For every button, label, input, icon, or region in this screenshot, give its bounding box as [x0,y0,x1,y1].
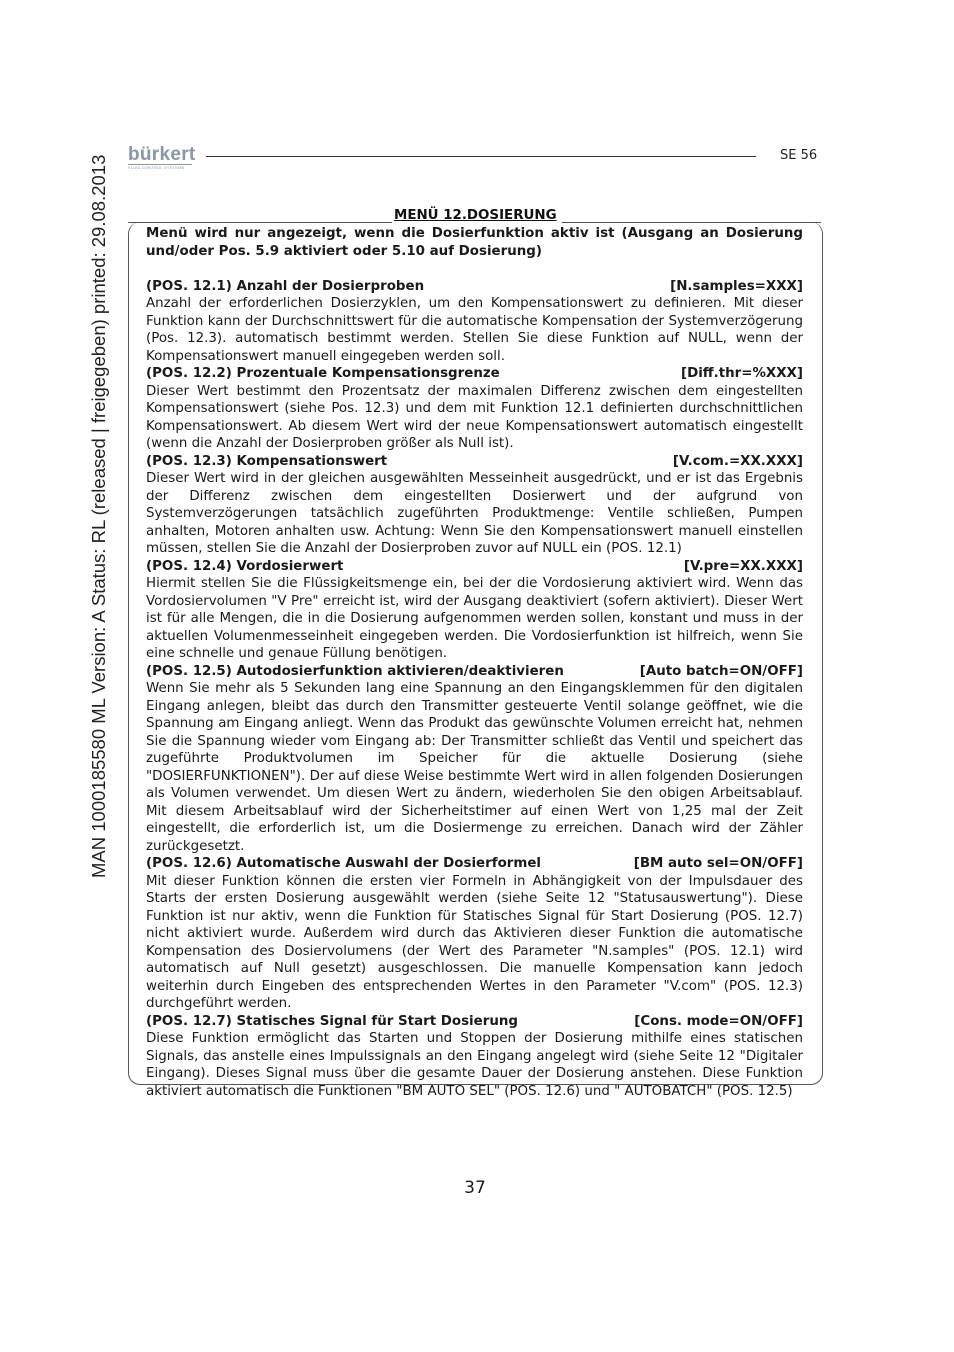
item-description: Anzahl der erforderlichen Dosierzyklen, um den Kompensationswert zu definieren. Mit dieser Funktion kann der Durchschnittswert für die automatische Kompensation der Systemverzögerung (Pos. 12.3). automatisch bestimmt werden. Stellen Sie diese Funktion auf NULL, wenn der Kompensationswert manuell eingegeben werden soll. [146,296,803,364]
document-status-vertical-text: MAN 1000185580 ML Version: A Status: RL (released | freigegeben) printed: 29.08.2013 [88,154,109,878]
page-number: 37 [464,1178,486,1198]
menu-frame-top-right [562,222,821,223]
menu-item-12-5 [146,663,803,856]
item-title: (POS. 12.4) Vordosierwert [146,558,344,574]
menu-item-12-2 [146,365,803,453]
item-title: (POS. 12.6) Automatische Auswahl der Dosierformel [146,856,541,871]
item-description: Diese Funktion ermöglicht das Starten und Stoppen der Dosierung mithilfe eines statischen Signals, das anstelle eines Impulssignals an den Eingang angelegt wird (siehe Seite 12 "Digitaler Eingang). Dieses Signal muss über die gesamte Dauer der Dosierung anstehen. Diese Funktion aktiviert automatisch die Funktionen "BM AUTO SEL" (POS. 12.6) und " AUTOBATCH" (POS. 12.5) [146,1031,803,1099]
menu-title-text: MENÜ 12.DOSIERUNG [394,208,557,223]
item-description: Dieser Wert wird in der gleichen ausgewählten Messeinheit ausgedrückt, und er ist das Ergebnis der Differenz zwischen dem eingestellten Dosierwert und der aufgrund von Systemverzögerungen tatsächlich zugeführten Produktmenge: Ventile schließen, Pumpen anhalten, Motoren anhalten usw. Achtung: Wenn Sie den Kompensationswert manuell einstellen müssen, stellen Sie die Anzahl der Dosierproben zuvor auf NULL ein (POS. 12.1) [146,471,803,556]
item-code: [V.com.=XX.XXX] [672,453,803,469]
menu-item-12-1 [146,278,803,366]
item-description: Hiermit stellen Sie die Flüssigkeitsmenge ein, bei der die Vordosierung aktiviert wird. Wenn das Vordosiervolumen "V Pre" erreicht ist, wird der Ausgang deaktiviert (sofern aktiviert). Dieser Wert ist für alle Mengen, die in die Dosierung aufgenommen werden sollen, konstant und muss in der aktuellen Volumenmesseinheit eingegeben werden. Die Vordosierfunktion ist hilfreich, wenn Sie eine schnelle und genaue Füllung benötigen. [146,576,803,661]
item-title: (POS. 12.3) Kompensationswert [146,453,388,469]
item-heading [146,453,803,471]
item-title: (POS. 12.2) Prozentuale Kompensationsgrenze [146,366,500,381]
header-divider [206,156,756,157]
item-heading [146,558,803,576]
item-title: (POS. 12.1) Anzahl der Dosierproben [146,278,425,294]
page-code: SE 56 [780,148,818,163]
item-code: [Auto batch=ON/OFF] [639,663,803,679]
item-heading [146,278,803,296]
burkert-logo [128,146,196,176]
item-description: Mit dieser Funktion können die ersten vier Formeln in Abhängigkeit von der Impulsdauer des Starts der ersten Dosierung ausgewählt werden (siehe Seite 12 "Statusauswertung"). Diese Funktion ist nur aktiv, wenn die Funktion für Statisches Signal für Start Dosierung (POS. 12.7) nicht aktiviert wurde. Außerdem wird durch das Aktivieren dieser Funktion die automatische Kompensation des Dosiervolumens (der Wert des Parameter "N.samples" (POS. 12.1) wird automatisch auf Null gesetzt) ausgeschlossen. Die manuelle Kompensation kann jedoch weiterhin durch Eingeben des entsprechenden Wertes in den Parameter "V.com" (POS. 12.3) durchgeführt werden. [146,873,803,1011]
item-code: [Diff.thr=%XXX] [680,366,803,381]
item-code: [N.samples=XXX] [670,278,803,294]
item-description: Dieser Wert bestimmt den Prozentsatz der maximalen Differenz zwischen dem eingestellten Kompensationswert (siehe Pos. 12.3) und dem mit Funktion 12.1 definierten durchschnittlichen Kompensationswert. Ab diesem Wert wird der neue Kompensationswert automatisch eingestellt (wenn die Anzahl der Dosierproben größer als Null ist). [146,383,803,451]
menu-intro: Menü wird nur angezeigt, wenn die Dosierfunktion aktiv ist (Ausgang an Dosierung und/oder Pos. 5.9 aktiviert oder 5.10 auf Dosierung) [146,226,803,259]
menu-frame-top-left [128,222,392,223]
menu-content [146,225,803,1100]
item-description: Wenn Sie mehr als 5 Sekunden lang eine Spannung an den Eingangsklemmen für den digitalen Eingang anlegen, bleibt das durch den Transmitter gesteuerte Ventil solange geöffnet, wie die Spannung am Eingang anliegt. Wenn das Produkt das gewünschte Volumen erreicht hat, nehmen Sie die Spannung wieder vom Eingang ab: Der Transmitter schließt das Ventil und speichert das zugeführte Produktvolumen im Speicher für die aktuelle Dosierung (siehe "DOSIERFUNKTIONEN"). Der auf diese Weise bestimmte Wert wird in allen folgenden Dosierungen als Volumen verwendet. Um diesen Wert zu ändern, wiederholen Sie den obigen Arbeitsablauf. Mit diesem Arbeitsablauf wird der Sicherheitstimer auf einen Wert von 1,25 mal der Zeit eingestellt, die erforderlich ist, um die Dosiermenge zu erreichen. Danach wird der Zähler zurückgesetzt. [146,681,803,854]
item-code: [BM auto sel=ON/OFF] [633,856,803,871]
logo-wordmark: bürkert [128,144,196,165]
menu-item-12-3 [146,453,803,558]
item-title: (POS. 12.5) Autodosierfunktion aktivieren/deaktivieren [146,663,564,679]
item-code: [Cons. mode=ON/OFF] [634,1013,803,1029]
menu-item-12-7 [146,1013,803,1101]
item-heading [146,1013,803,1031]
item-code: [V.pre=XX.XXX] [683,558,803,574]
logo-tagline: FLUID CONTROL SYSTEMS [128,164,192,171]
menu-title [394,208,564,224]
item-heading [146,855,803,873]
menu-item-12-4 [146,558,803,663]
item-title: (POS. 12.7) Statisches Signal für Start Dosierung [146,1013,518,1029]
item-heading [146,365,803,383]
menu-item-12-6 [146,855,803,1013]
item-heading [146,663,803,681]
